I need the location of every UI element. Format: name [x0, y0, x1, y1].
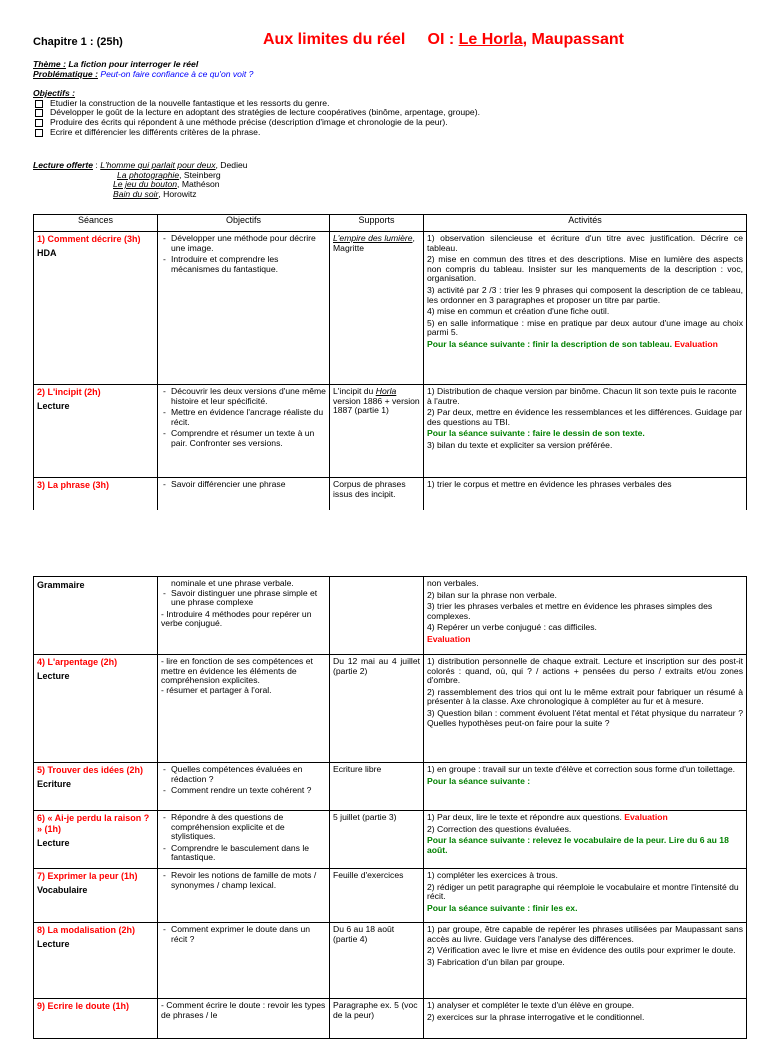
problematique-line [33, 70, 753, 80]
lecture-item: Bain du soir, Horowitz [113, 188, 197, 199]
table-row [34, 478, 747, 511]
table-row [34, 999, 747, 1039]
table-row [34, 655, 747, 763]
checkbox-icon [35, 119, 43, 127]
table-row [34, 923, 747, 999]
title-author: , Maupassant [522, 31, 624, 48]
seance-title: 3) La phrase (3h) [37, 480, 110, 490]
seance-title: 6) « Ai-je perdu la raison ? » (1h) [37, 813, 150, 834]
objectif-item: Produire des écrits qui répondent à une méthode précise (description d'image et chronologie de la peur). [33, 118, 753, 128]
objectifs-cell: - Comment écrire le doute : revoir les types de phrases / le [158, 999, 330, 1039]
seance-type: Ecriture [37, 779, 72, 789]
objectifs-cell: - Développer une méthode pour décrire une image. - Introduire et comprendre les mécanismes du fantastique. [161, 234, 326, 274]
objectifs-cell: - Découvrir les deux versions d'une même histoire et leur spécificité. - Mettre en évidence l'ancrage réaliste du récit. - Comprendre et résumer un texte à un pair. Confronter ses versions. [161, 387, 326, 449]
checkbox-icon [35, 100, 43, 108]
page-title [263, 31, 624, 49]
table-row: Grammaire nominale et une phrase verbale. - Savoir distinguer une phrase simple et une phrase complexe - Introduire 4 méthodes pour repérer un verbe conjugué. non verbales. 2) bilan sur la phrase non verbale. 3) trier les phrases verbales et mettre en évidence les phrases simples des complexes. 4) Repérer un verbe conjugué : cas difficiles. Evaluation [34, 577, 747, 655]
seance-type: Vocabulaire [37, 885, 88, 895]
seance-type: Lecture [37, 838, 70, 848]
seance-title: 4) L'arpentage (2h) [37, 657, 118, 667]
title-oi: OI : [427, 31, 455, 48]
lecture-item: Le jeu du bouton, Mathéson [113, 179, 220, 190]
seance-type: HDA [37, 248, 57, 258]
checkbox-icon [35, 109, 43, 117]
table-header-row [34, 215, 747, 232]
seance-title: 2) L'incipit (2h) [37, 387, 101, 397]
header-supports: Supports [330, 215, 424, 232]
support-cell: Du 12 mai au 4 juillet (partie 2) [330, 655, 424, 763]
objectifs-cell: - Quelles compétences évaluées en rédaction ? - Comment rendre un texte cohérent ? [161, 765, 326, 796]
objectif-item: Développer le goût de la lecture en adoptant des stratégies de lecture coopératives (binôme, arpentage, groupe). [33, 108, 753, 118]
seance-type: Lecture [37, 671, 70, 681]
title-book: Le Horla [458, 31, 523, 48]
table-row [34, 232, 747, 385]
activites-cell: 1) analyser et compléter le texte d'un élève en groupe. 2) exercices sur la phrase interrogative et le conditionnel. [424, 999, 747, 1039]
seance-title: 5) Trouver des idées (2h) [37, 765, 144, 775]
activites-cell: 1) trier le corpus et mettre en évidence les phrases verbales des [424, 478, 747, 511]
support-cell: L'incipit du Horla version 1886 + version 1887 (partie 1) [330, 385, 424, 478]
header-objectifs: Objectifs [158, 215, 330, 232]
theme-value: La fiction pour interroger le réel [68, 59, 199, 69]
objectifs-cell: - Savoir distinguer une phrase simple et une phrase complexe [161, 589, 326, 608]
activites-cell: 1) en groupe : travail sur un texte d'élève et correction sous forme d'un toilettage. Pour la séance suivante : [424, 763, 747, 811]
seances-table [33, 214, 747, 510]
problematique-label: Problématique : [33, 68, 98, 79]
activites-cell: non verbales. 2) bilan sur la phrase non verbale. 3) trier les phrases verbales et mettre en évidence les phrases simples des complexes. 4) Repérer un verbe conjugué : cas difficiles. Evaluation [424, 577, 747, 655]
support-cell: Ecriture libre [330, 763, 424, 811]
title-main: Aux limites du réel [263, 31, 406, 48]
objectifs-cell: - lire en fonction de ses compétences et mettre en évidence les éléments de compréhension explicites. - résumer et partager à l'oral. [158, 655, 330, 763]
seance-type: Lecture [37, 401, 70, 411]
activites-cell: 1) par groupe, être capable de repérer les phrases utilisées par Maupassant sans accès au livre. Guidage vers l'analyse des différences. 2) Vérification avec le livre et mise en évidence des outils pour exprimer le doute. 3) Fabrication d'un bilan par groupe. [424, 923, 747, 999]
activites-cell: 1) Distribution de chaque version par binôme. Chacun lit son texte puis le raconte à l'autre. 2) Par deux, mettre en évidence les ressemblances et les différences. Guidage par des questions au TBI. Pour la séance suivante : faire le dessin de son texte. 3) bilan du texte et expliciter sa version préférée. [424, 385, 747, 478]
table-row [34, 385, 747, 478]
seance-type: Lecture [37, 939, 70, 949]
chapter-label: Chapitre 1 : (25h) [33, 36, 123, 48]
theme-label: Thème : [33, 59, 66, 69]
table-row [34, 869, 747, 923]
support-cell: L'empire des lumière, Magritte [330, 232, 424, 385]
objectifs-cell: - Répondre à des questions de compréhension explicite et de stylistiques. - Comprendre le basculement dans le fantastique. [161, 813, 326, 863]
support-cell: Feuille d'exercices [330, 869, 424, 923]
objectif-item: Etudier la construction de la nouvelle fantastique et les ressorts du genre. [33, 99, 753, 109]
activites-cell: 1) distribution personnelle de chaque extrait. Lecture et inscription sur des post-it colorés : quand, où, qui ? / actions + pensées du perso / extraits et/ou zones d'ombre. 2) rassemblement des trios qui ont lu le même extrait pour fabriquer un résumé à présenter à la classe. Axe chronologique à compléter au fur et à mesure. 3) Question bilan : comment évoluent l'état mental et l'état physique du narrateur ? Quelles hypothèses peut-on faire pour la suite ? [424, 655, 747, 763]
seance-type: Grammaire [37, 580, 85, 590]
lecture-item: Lecture offerte : L'homme qui parlait pour deux, Dedieu [33, 160, 248, 170]
support-cell: Corpus de phrases issus des incipit. [330, 478, 424, 511]
objectifs-label: Objectifs : [33, 88, 76, 99]
objectifs-list [33, 99, 753, 137]
objectifs-cell: - Comment exprimer le doute dans un récit ? [161, 925, 326, 944]
lecture-offerte [33, 161, 753, 199]
problematique-value: Peut-on faire confiance à ce qu'on voit ? [100, 68, 254, 79]
support-cell: Du 6 au 18 août (partie 4) [330, 923, 424, 999]
activites-cell: 1) observation silencieuse et écriture d'un titre avec justification. Décrire ce tableau. 2) mise en commun des titres et des descriptions. Mise en lumière des aspects non compris du tableau. Insister sur les manquements de la description : voc, organisation. 3) activité par 2 /3 : trier les 9 phrases qui composent la description de ce tableau, les ordonner en 3 paragraphes et proposer un titre par partie. 4) mise en commun et création d'une fiche outil. 5) en salle informatique : mise en pratique par deux autour d'une image au choix parmi 5. Pour la séance suivante : finir la description de son tableau. Evaluation [424, 232, 747, 385]
seances-table-page1-wrap [33, 214, 749, 510]
objectifs-cell: - Revoir les notions de famille de mots / synonymes / champ lexical. [161, 871, 326, 890]
header-seances: Séances [34, 215, 158, 232]
support-cell: Paragraphe ex. 5 (voc de la peur) [330, 999, 424, 1039]
seances-table-continued [33, 576, 747, 1039]
lecture-item: La photographie, Steinberg [117, 169, 221, 180]
activites-cell: 1) compléter les exercices à trous. 2) rédiger un petit paragraphe qui réemploie le vocabulaire et montre l'intensité du récit. Pour la séance suivante : finir les ex. [424, 869, 747, 923]
meta-block [33, 60, 753, 137]
table-row [34, 763, 747, 811]
objectif-item: Ecrire et différencier les différents critères de la phrase. [33, 128, 753, 138]
lecture-label: Lecture offerte [33, 160, 94, 170]
seance-title: 1) Comment décrire (3h) [37, 234, 141, 244]
seance-title: 9) Ecrire le doute (1h) [37, 1001, 130, 1011]
header-activites: Activités [424, 215, 747, 232]
table-row [34, 811, 747, 869]
seance-title: 7) Exprimer la peur (1h) [37, 871, 138, 881]
objectifs-cell: - Savoir différencier une phrase [161, 480, 326, 490]
checkbox-icon [35, 129, 43, 137]
activites-cell: 1) Par deux, lire le texte et répondre aux questions. Evaluation 2) Correction des questions évaluées. Pour la séance suivante : relevez le vocabulaire de la peur. Lire du 6 au 18 août. [424, 811, 747, 869]
support-cell: 5 juillet (partie 3) [330, 811, 424, 869]
seance-title: 8) La modalisation (2h) [37, 925, 136, 935]
